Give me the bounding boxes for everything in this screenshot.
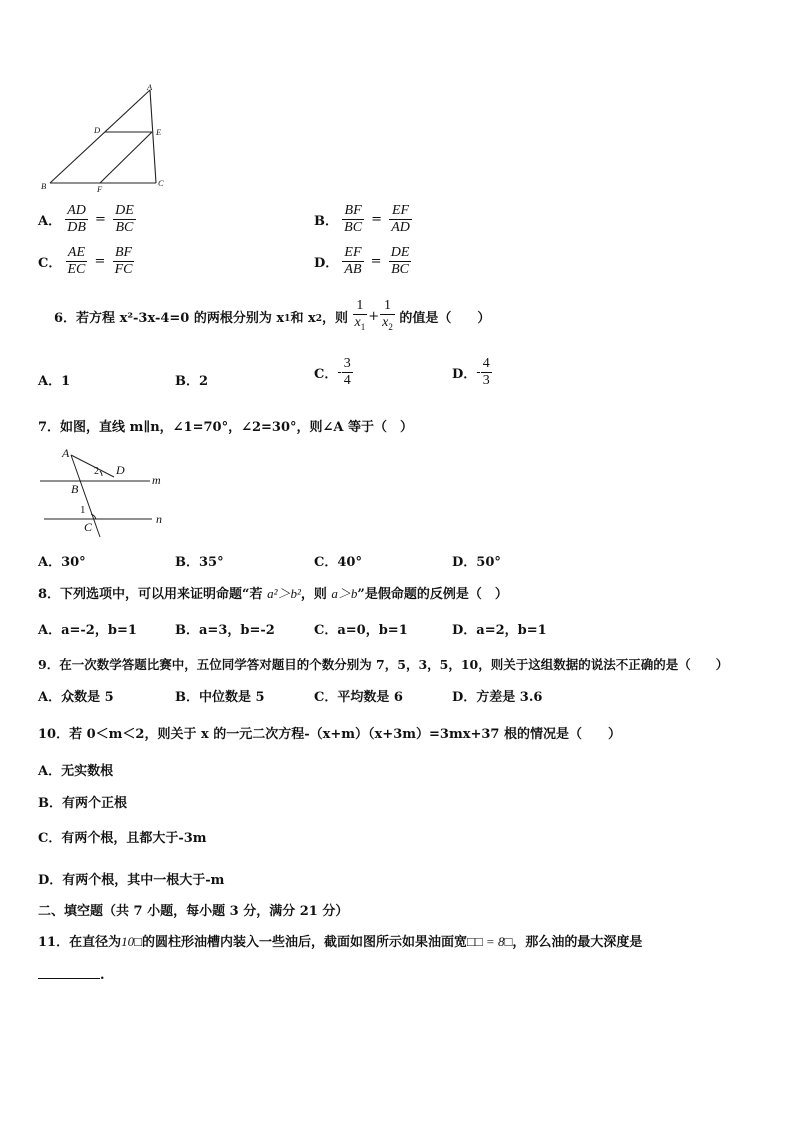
q11-answer-line[interactable]	[38, 966, 105, 983]
fraction-subscript: 1	[360, 321, 366, 332]
triangle-figure	[38, 80, 170, 198]
equals-sign: =	[95, 212, 106, 227]
q10-option-a[interactable]	[38, 760, 113, 779]
q8-condition-1: a²＞b²	[267, 586, 301, 601]
option-text: a=-2，b=1	[61, 623, 137, 638]
q11-text-a: 11．在直径为	[38, 935, 122, 950]
q7-option-d[interactable]	[452, 551, 501, 570]
fraction-variable: x	[354, 315, 361, 330]
q10-option-c[interactable]	[38, 827, 207, 846]
q7-option-b[interactable]	[175, 551, 224, 570]
fraction-variable: x	[382, 315, 389, 330]
option-letter: B．	[175, 374, 199, 389]
fraction-numerator: EF	[389, 203, 412, 220]
q6-subscript-1: 1	[284, 314, 291, 325]
label-m: m	[152, 473, 161, 487]
option-text: 1	[61, 374, 71, 389]
q6-subscript-2: 2	[315, 314, 322, 325]
option-letter: D．	[38, 873, 63, 888]
section-2-title: 二、填空题（共 7 小题，每小题 3 分，满分 21 分）	[38, 904, 349, 919]
option-text: 无实数根	[61, 764, 114, 779]
q6-mid: 和 x	[290, 310, 316, 326]
option-letter: C．	[38, 831, 62, 846]
plus-sign: +	[368, 308, 380, 324]
fraction-denominator: 4	[343, 373, 351, 388]
fraction-numerator: DE	[390, 245, 410, 260]
fraction-numerator: BF	[342, 203, 364, 220]
option-text: 中位数是 5	[199, 690, 265, 705]
option-text: a=2，b=1	[476, 623, 547, 638]
q8-text-c: ”是假命题的反例是（ ）	[357, 587, 508, 602]
option-text: 30°	[61, 555, 86, 570]
q8-text-a: 8．下列选项中，可以用来证明命题“若	[38, 587, 268, 602]
fraction-denominator: AD	[391, 220, 410, 235]
q11-period: .	[100, 968, 105, 983]
q8-option-b[interactable]	[175, 619, 275, 638]
fraction-denominator: BC	[115, 220, 134, 235]
question-9-text: 9．在一次数学答题比赛中，五位同学答对题目的个数分别为 7，5，3，5，10，则关于这组数据的说法不正确的是（ ）	[38, 657, 729, 672]
option-letter: D．	[452, 555, 477, 570]
option-text: 有两个正根	[62, 796, 128, 811]
fraction-numerator: DE	[115, 203, 134, 218]
q5-option-d[interactable]	[314, 245, 411, 278]
equals-sign: =	[94, 254, 106, 269]
q6-option-a[interactable]	[38, 370, 70, 389]
q11-diameter: 10□	[121, 934, 142, 949]
q8-option-d[interactable]	[452, 619, 547, 638]
label-a: A	[62, 446, 70, 460]
option-text: 50°	[476, 555, 501, 570]
option-letter: B．	[175, 555, 199, 570]
q8-text-b: ，则	[300, 587, 332, 602]
equals-sign: =	[371, 212, 383, 227]
label-e: E	[156, 127, 162, 137]
option-text: 众数是 5	[61, 690, 114, 705]
option-text: 平均数是 6	[337, 690, 403, 705]
option-text: 2	[199, 374, 209, 389]
fraction-denominator: 3	[482, 373, 490, 388]
q5-option-a[interactable]	[38, 203, 136, 236]
option-letter: C．	[314, 623, 338, 638]
option-letter: B．	[314, 214, 338, 229]
label-one: 1	[80, 504, 86, 516]
option-letter: D．	[452, 367, 477, 382]
fraction-numerator: 1	[353, 298, 368, 315]
q6-prefix: 6．若方程 x²-3x-4=0 的两根分别为 x	[54, 310, 285, 326]
fraction-numerator: 1	[380, 298, 395, 315]
question-6-text	[54, 298, 490, 335]
label-n: n	[156, 512, 162, 526]
fraction-denominator: DB	[67, 220, 86, 235]
question-7-text: 7．如图，直线 m∥n，∠1=70°，∠2=30°，则∠A 等于（ ）	[38, 420, 414, 435]
option-letter: A．	[38, 623, 62, 638]
option-letter: C．	[314, 367, 338, 382]
fraction-numerator: 3	[343, 356, 351, 371]
fraction-denominator: AB	[344, 262, 362, 277]
q11-oil-width: □□ = 8□	[466, 934, 513, 949]
option-text: 有两个根，其中一根大于-m	[62, 873, 225, 888]
equals-sign: =	[370, 254, 382, 269]
q9-option-a[interactable]	[38, 686, 114, 705]
option-letter: A．	[38, 374, 62, 389]
q6-fraction-2	[380, 298, 395, 335]
q6-option-c[interactable]	[314, 356, 353, 389]
fraction-numerator: AD	[67, 203, 86, 218]
q6-suffix: 的值是（ ）	[399, 310, 491, 326]
option-text: 40°	[337, 555, 362, 570]
label-d: D	[116, 463, 125, 477]
q10-option-b[interactable]	[38, 792, 127, 811]
q10-option-d[interactable]	[38, 869, 224, 888]
label-b: B	[71, 482, 79, 496]
q7-option-c[interactable]	[314, 551, 362, 570]
fraction-denominator: EC	[67, 262, 86, 277]
q11-text-b: 的圆柱形油槽内装入一些油后，截面如图所示如果油面宽	[141, 935, 467, 950]
option-text: a=3，b=-2	[199, 623, 275, 638]
option-text: a=0，b=1	[337, 623, 408, 638]
option-letter: C．	[314, 690, 338, 705]
option-letter: B．	[175, 690, 199, 705]
q11-text-c: ，那么油的最大深度是	[512, 935, 643, 950]
q9-option-d[interactable]	[452, 686, 542, 705]
parallel-lines-figure	[38, 444, 168, 540]
q5-option-c[interactable]	[38, 245, 134, 278]
fraction-denominator: FC	[114, 262, 133, 277]
option-letter: C．	[314, 555, 338, 570]
q5-option-b[interactable]	[314, 203, 412, 236]
option-letter: D．	[314, 256, 339, 271]
label-b: B	[41, 181, 47, 191]
minus-sign: -	[337, 365, 342, 380]
fraction-numerator: BF	[113, 245, 135, 262]
q6-option-b[interactable]	[175, 370, 208, 389]
q6-after: ，则	[321, 310, 348, 326]
label-d: D	[94, 125, 101, 135]
segment-ef	[100, 132, 152, 183]
label-a: A	[147, 82, 153, 92]
fraction-denominator: BC	[344, 220, 363, 235]
question-10-text: 10．若 0＜m＜2，则关于 x 的一元二次方程-（x+m）（x+3m）=3mx+37 根的情况是（ ）	[38, 727, 621, 742]
label-f: F	[97, 184, 103, 194]
fraction-numerator: 4	[482, 356, 490, 371]
label-c: C	[84, 520, 93, 534]
fraction-subscript: 2	[388, 321, 393, 332]
q8-option-a[interactable]	[38, 619, 137, 638]
fraction-numerator: AE	[66, 245, 88, 262]
option-letter: B．	[175, 623, 199, 638]
q6-fraction-1	[353, 298, 368, 335]
q9-option-b[interactable]	[175, 686, 265, 705]
option-letter: D．	[452, 690, 477, 705]
minus-sign: -	[476, 365, 481, 380]
answer-blank[interactable]	[38, 966, 100, 979]
option-letter: C．	[38, 256, 62, 271]
label-two: 2	[94, 466, 99, 477]
option-letter: A．	[38, 555, 62, 570]
q8-option-c[interactable]	[314, 619, 408, 638]
option-letter: A．	[38, 214, 62, 229]
angle-2-arc	[100, 471, 102, 476]
option-text: 35°	[199, 555, 224, 570]
fraction-denominator: BC	[391, 262, 409, 277]
q9-option-c[interactable]	[314, 686, 403, 705]
q8-condition-2: a＞b	[331, 586, 358, 601]
label-c: C	[158, 178, 164, 188]
option-text: 方差是 3.6	[476, 690, 543, 705]
question-8-text	[38, 583, 508, 602]
question-11-text	[38, 931, 642, 950]
q7-option-a[interactable]	[38, 551, 86, 570]
option-text: 有两个根，且都大于-3m	[61, 831, 207, 846]
segment-ab	[50, 90, 150, 183]
fraction-numerator: EF	[344, 245, 362, 260]
option-letter: B．	[38, 796, 62, 811]
option-letter: A．	[38, 690, 62, 705]
option-letter: D．	[452, 623, 477, 638]
option-letter: A．	[38, 764, 62, 779]
q6-option-d[interactable]	[452, 356, 492, 389]
